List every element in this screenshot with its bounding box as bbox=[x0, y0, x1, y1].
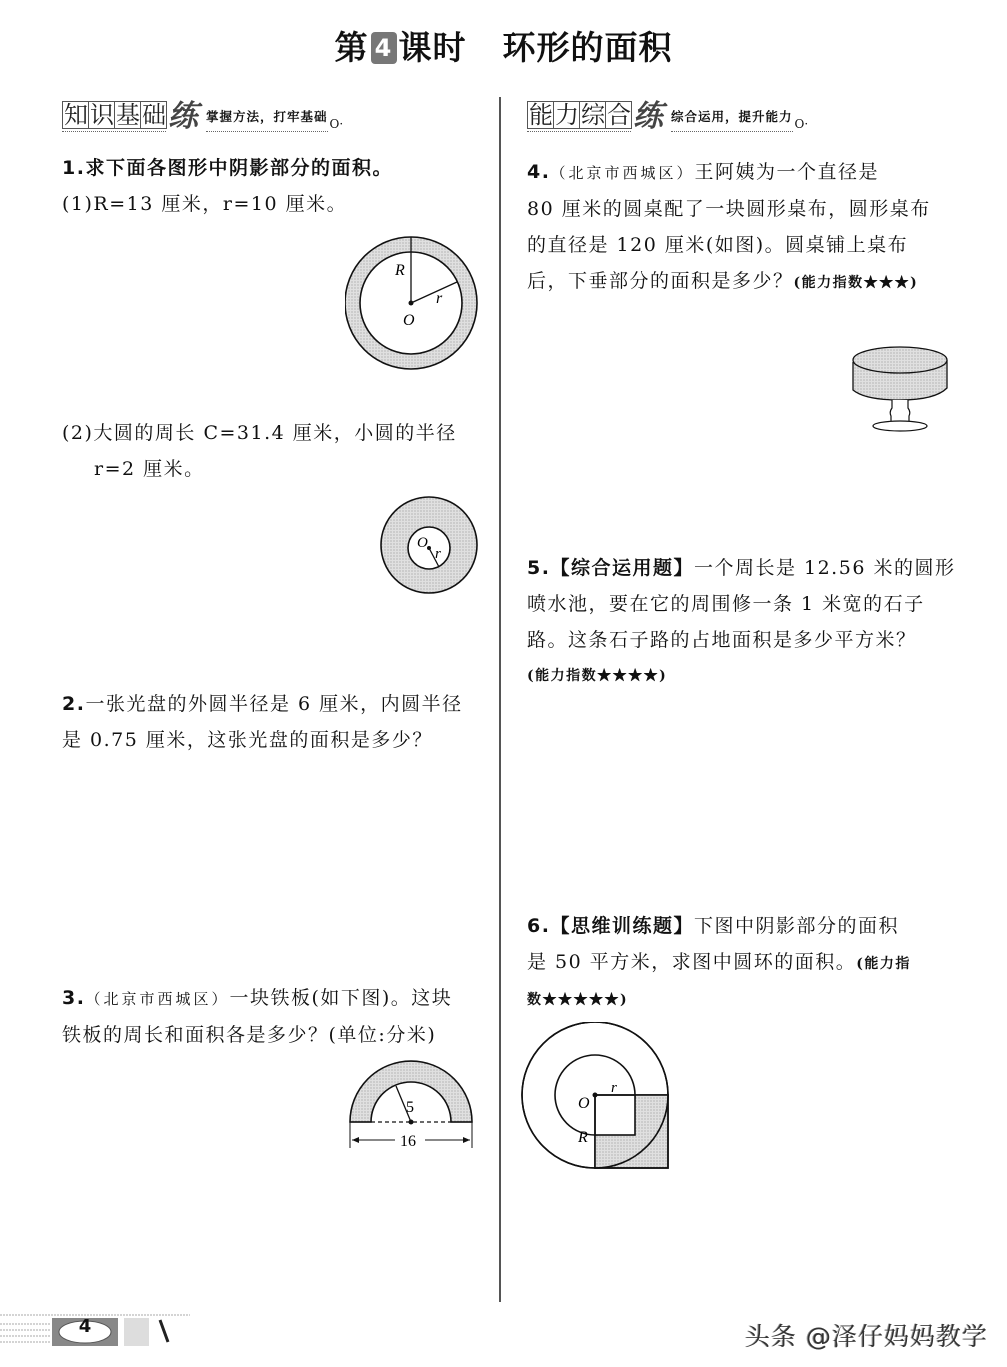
banner-slogan: 掌握方法，打牢基础 bbox=[206, 107, 328, 132]
question-5: 5.【综合运用题】一个周长是 12.56 米的圆形 喷水池，要在它的周围修一条 1 米宽的石子 路。这条石子路的占地面积是多少平方米？ (能力指数★★★★) bbox=[527, 550, 957, 694]
banner-lian: 练 bbox=[633, 99, 663, 134]
title-mid: 课时 bbox=[398, 28, 467, 67]
banner-label: 知 识 基 础 bbox=[62, 101, 166, 132]
question-3: 3.（北京市西城区）一块铁板(如下图)。这块 铁板的周长和面积各是多少？(单位:分米) bbox=[62, 987, 453, 1046]
question-1-part1: (1)R=13 厘米，r=10 厘米。 bbox=[62, 193, 348, 215]
question-1-part2: (2)大圆的周长 C=31.4 厘米，小圆的半径 r=2 厘米。 bbox=[62, 422, 457, 480]
question-tag: 【综合运用题】 bbox=[550, 557, 694, 579]
label-r: r bbox=[435, 546, 441, 562]
label-r: r bbox=[611, 1080, 617, 1096]
difficulty-rating: (能力指数★★★★) bbox=[527, 668, 668, 684]
section-banner-ability: 能 力 综 合 练 综合运用，提升能力 O· bbox=[529, 99, 809, 134]
label-R: R bbox=[395, 262, 405, 279]
label-O: O bbox=[578, 1095, 590, 1112]
page-number: 4 bbox=[78, 1316, 92, 1337]
label-16: 16 bbox=[400, 1133, 416, 1150]
banner-lian: 练 bbox=[168, 99, 198, 134]
label-R: R bbox=[578, 1129, 588, 1146]
page-number-strip bbox=[0, 1312, 200, 1348]
difficulty-rating: (能力指数★★★) bbox=[793, 275, 919, 291]
banner-label: 能 力 综 合 bbox=[527, 101, 631, 132]
figure-round-table bbox=[845, 340, 960, 435]
question-6: 6.【思维训练题】下图中阴影部分的面积 是 50 平方米，求图中圆环的面积。(能力指 数★★★★★) bbox=[527, 908, 957, 1018]
banner-slogan: 综合运用，提升能力 bbox=[671, 107, 793, 132]
question-1-stem: 1.求下面各图形中阴影部分的面积。 bbox=[62, 157, 393, 179]
figure-ring-1 bbox=[345, 233, 485, 381]
label-O: O bbox=[417, 535, 428, 551]
watermark: 头条 @泽仔妈妈教学 bbox=[745, 1322, 988, 1351]
label-r: r bbox=[436, 290, 443, 307]
label-5: 5 bbox=[406, 1099, 414, 1116]
column-divider bbox=[499, 97, 501, 1302]
question-1 bbox=[62, 150, 492, 222]
figure-ring-2 bbox=[375, 495, 485, 595]
title-topic: 环形的面积 bbox=[502, 28, 673, 67]
question-2: 2.一张光盘的外圆半径是 6 厘米，内圆半径 是 0.75 厘米，这张光盘的面积是多少？ bbox=[62, 693, 463, 751]
question-tag: 【思维训练题】 bbox=[550, 915, 694, 937]
figure-ring-square bbox=[518, 1022, 678, 1172]
figure-half-ring bbox=[340, 1060, 490, 1155]
lesson-number-badge: 4 bbox=[371, 32, 397, 64]
label-O: O bbox=[403, 312, 415, 329]
section-banner-basic: 知 识 基 础 练 掌握方法，打牢基础 O· bbox=[64, 99, 344, 134]
question-4: 4.（北京市西城区）王阿姨为一个直径是 80 厘米的圆桌配了一块圆形桌布，圆形桌布 的直径是 120 厘米(如图)。圆桌铺上桌布 后，下垂部分的面积是多少？(能力指数★★★) bbox=[527, 161, 931, 292]
page-title bbox=[0, 22, 1007, 69]
title-prefix: 第 bbox=[334, 28, 369, 67]
difficulty-rating: 数★★★★★) bbox=[527, 992, 629, 1008]
